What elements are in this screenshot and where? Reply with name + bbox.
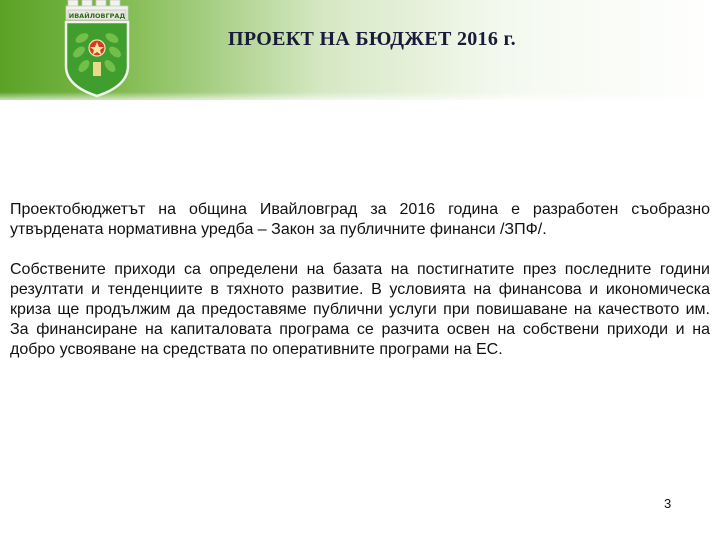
- crest-shield: [66, 22, 128, 96]
- crest-gate: [93, 62, 101, 76]
- paragraph-2: Собствените приходи са определени на базата на постигнатите през последните години резултати и тенденциите в тяхното развитие. В условията на финансова и икономическа криза ще продължим да предоставяме публични услуги при повишаване на качеството им. За финансиране на капиталовата програма се разчита освен на собствени приходи и на добро усвояване на средствата по оперативните програми на ЕС.: [10, 261, 710, 358]
- paragraph-1: Проектобюджетът на община Ивайловград за 2016 година е разработен съобразно утвърдената нормативна уредба – Закон за публичните финанси /ЗПФ/.: [10, 201, 710, 238]
- municipal-coat-of-arms-icon: [62, 0, 132, 98]
- page-title: ПРОЕКТ НА БЮДЖЕТ 2016 г.: [228, 28, 516, 50]
- body-text: [10, 200, 710, 380]
- crest-banner-text: ИВАЙЛОВГРАД: [68, 12, 126, 20]
- page-number: 3: [664, 496, 672, 511]
